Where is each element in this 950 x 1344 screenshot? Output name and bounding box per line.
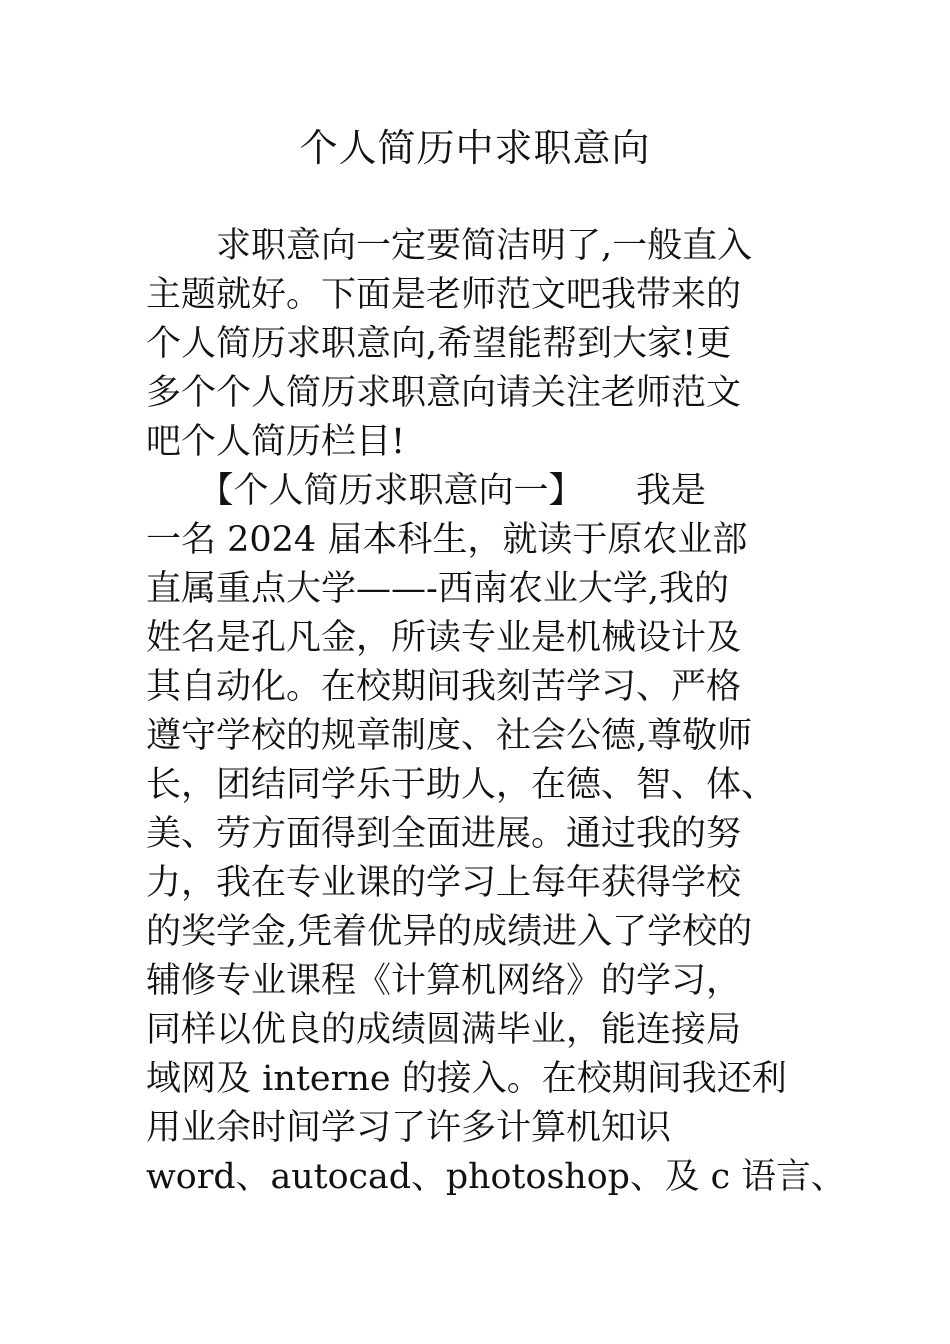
text-line: 求职意向一定要简洁明了,一般直入 xyxy=(146,226,753,266)
page-title: 个人简历中求职意向 xyxy=(299,126,651,170)
text-line: 遵守学校的规章制度、社会公德,尊敬师 xyxy=(146,716,753,756)
text-line: 多个个人简历求职意向请关注老师范文 xyxy=(146,373,742,413)
text-line: 个人简历求职意向,希望能帮到大家!更 xyxy=(146,324,732,364)
text-line: 姓名是孔凡金，所读专业是机械设计及 xyxy=(146,618,742,658)
text-line: 吧个人简历栏目! xyxy=(146,422,406,462)
text-line: 力，我在专业课的学习上每年获得学校 xyxy=(146,863,742,903)
text-line: 主题就好。下面是老师范文吧我带来的 xyxy=(146,275,742,315)
text-line: 辅修专业课程《计算机网络》的学习， xyxy=(146,961,742,1001)
text-line: 直属重点大学——-西南农业大学,我的 xyxy=(146,569,729,609)
text-line: 【个人简历求职意向一】 我是 xyxy=(146,471,707,511)
text-line: 一名 2024 届本科生，就读于原农业部 xyxy=(146,520,748,560)
text-line: 长，团结同学乐于助人，在德、智、体、 xyxy=(146,765,777,805)
text-line: 美、劳方面得到全面进展。通过我的努 xyxy=(146,814,742,854)
body-text xyxy=(146,222,846,1202)
text-line: 的奖学金,凭着优异的成绩进入了学校的 xyxy=(146,912,753,952)
text-line: 用业余时间学习了许多计算机知识 xyxy=(146,1108,672,1148)
text-line: 域网及 interne 的接入。在校期间我还利 xyxy=(146,1059,787,1099)
text-line: word、autocad、photoshop、及 c 语言、 xyxy=(146,1157,846,1197)
text-line: 同样以优良的成绩圆满毕业，能连接局 xyxy=(146,1010,742,1050)
text-line: 其自动化。在校期间我刻苦学习、严格 xyxy=(146,667,742,707)
